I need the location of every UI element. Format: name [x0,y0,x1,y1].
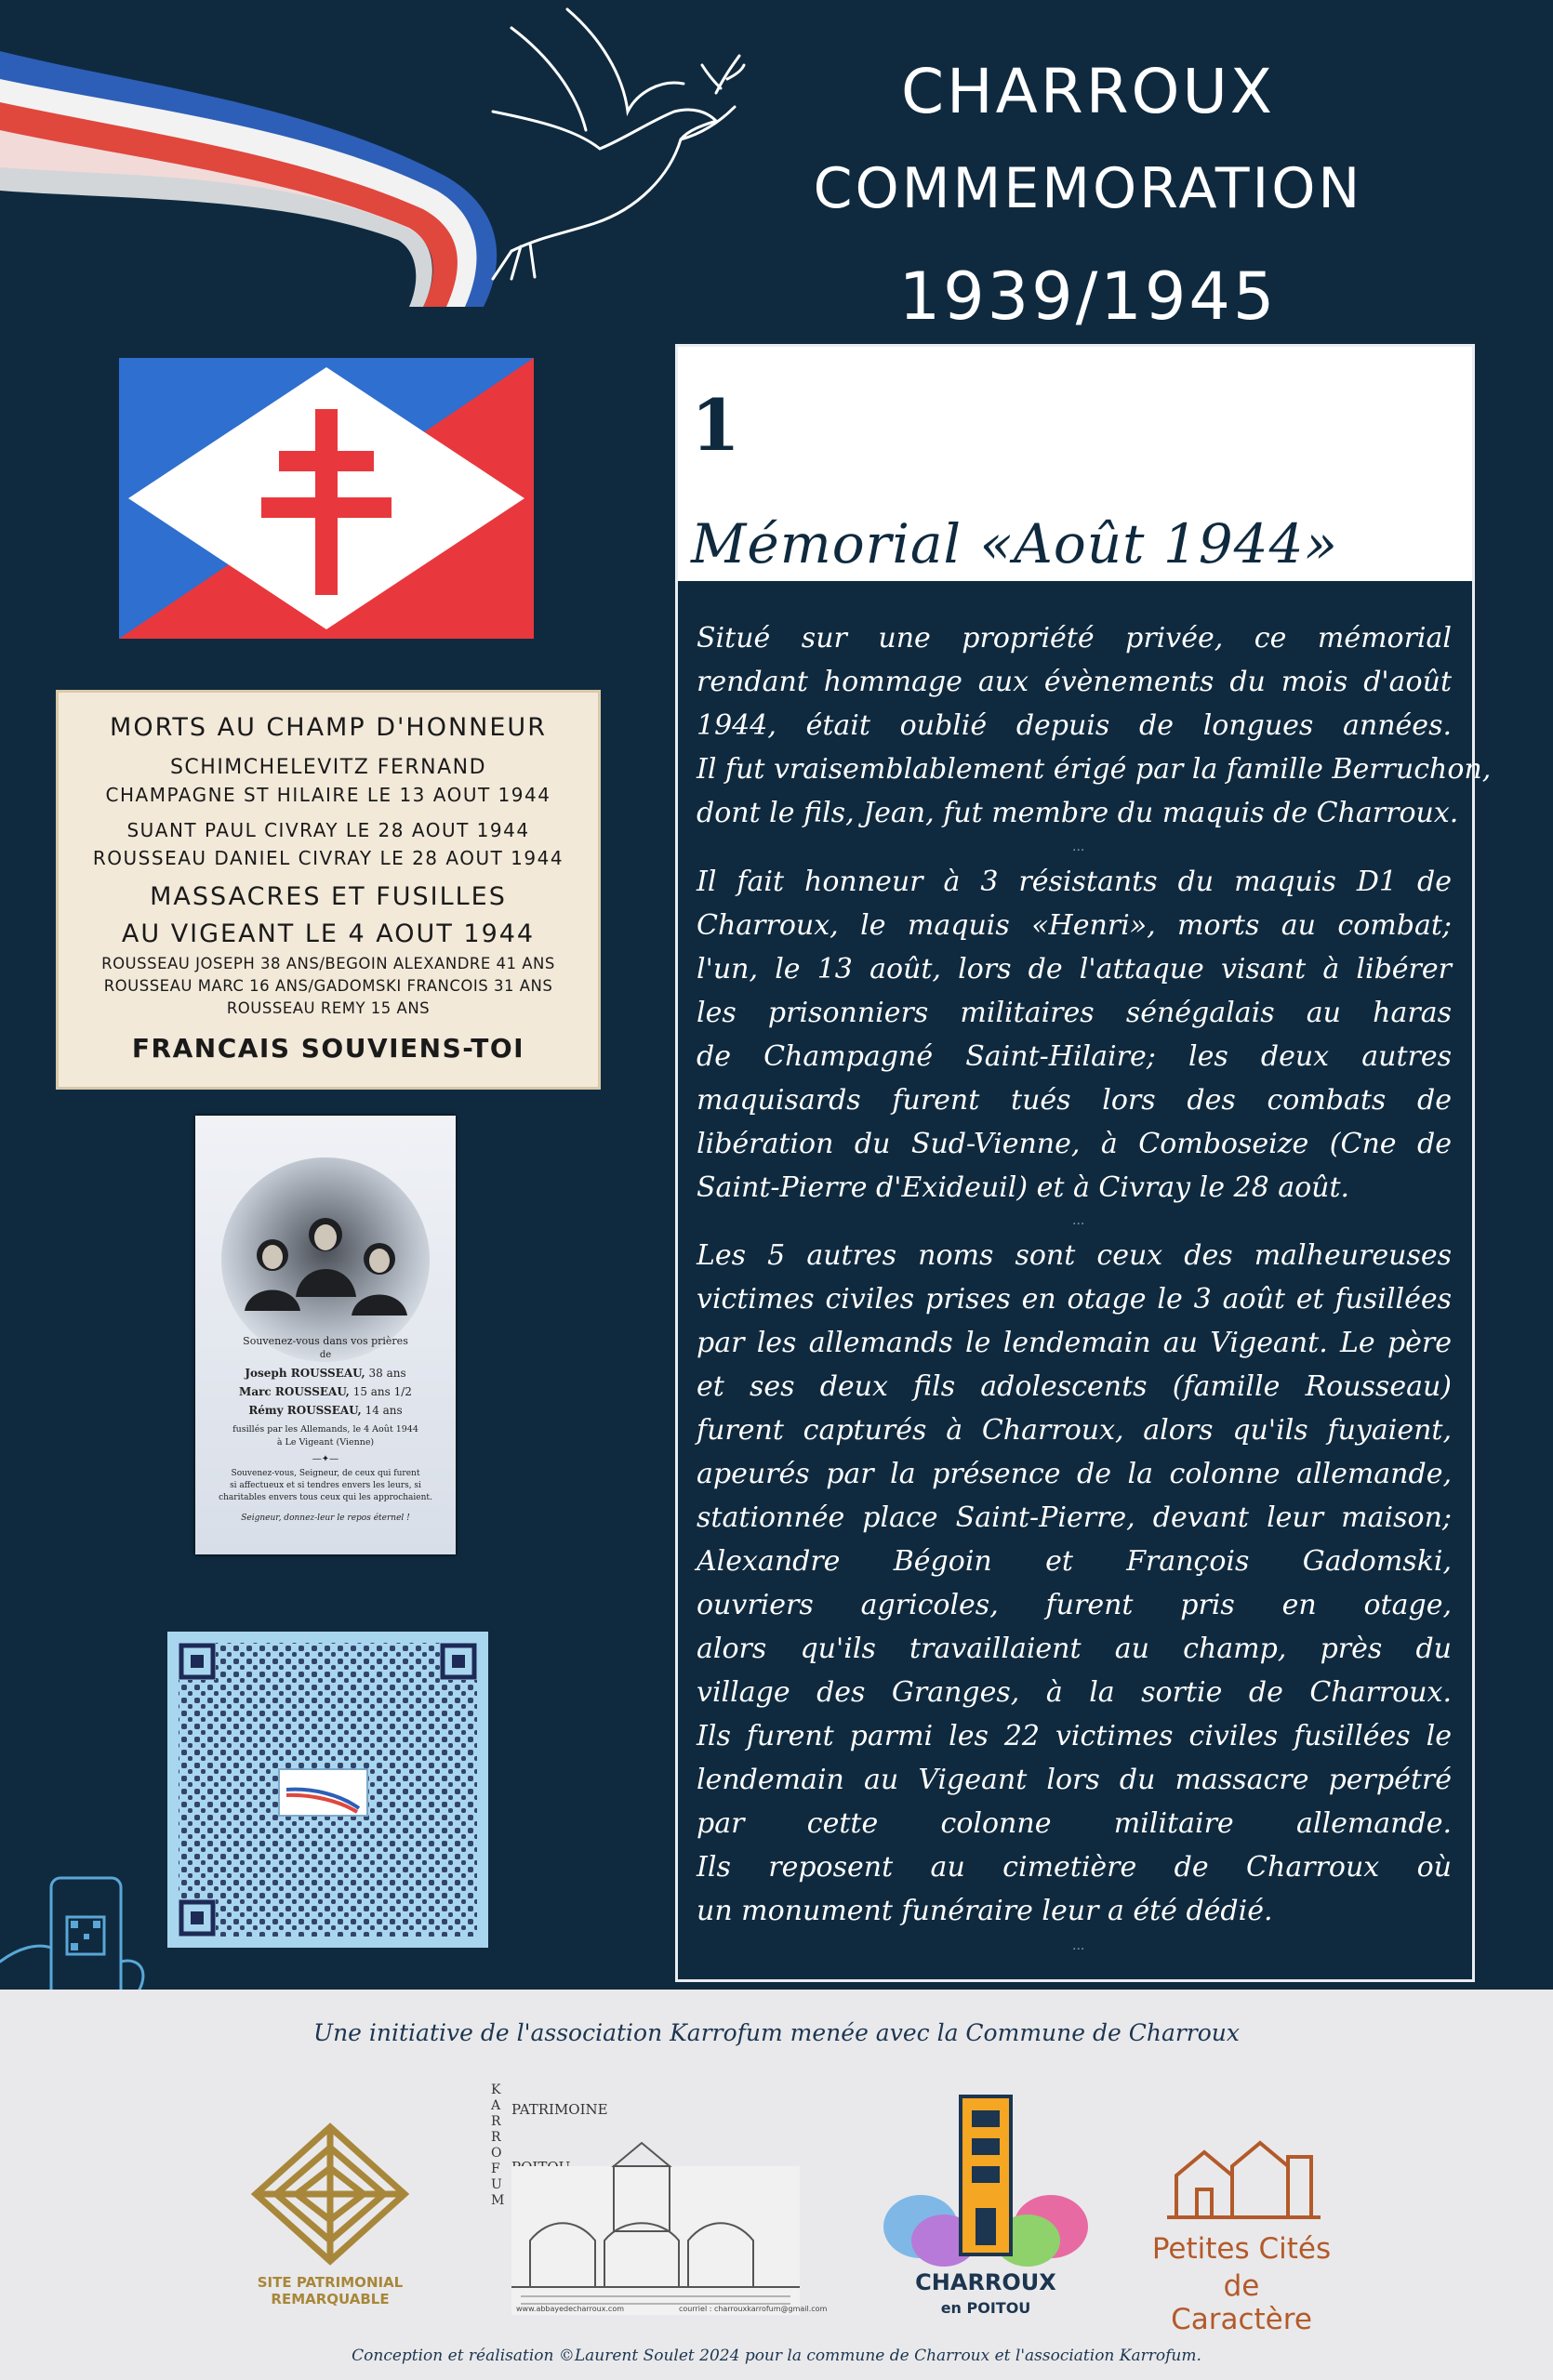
free-france-flag [119,358,534,639]
article-line: l'un, le 13 août, lors de l'attaque visant à libérer [697,953,1452,985]
tower-icon [879,2087,1093,2273]
plaque-heading-2b: AU VIGEANT LE 4 AOUT 1944 [121,919,536,948]
panel-number: 1 [691,384,740,467]
memorial-prayer-card [195,1116,456,1554]
abbey-engraving-icon [511,2138,828,2315]
article-line: Les 5 autres noms sont ceux des malheureuses [697,1239,1452,1272]
card-closing: Seigneur, donnez-leur le repos éternel ! [241,1514,410,1523]
card-name-1: Joseph ROUSSEAU, 38 ans [245,1367,406,1380]
article-line: rendant hommage aux évènements du mois d'août [697,666,1452,698]
card-prayer-3: charitables envers tous ceux qui les approchaient. [219,1493,432,1502]
plaque-line: ROUSSEAU MARC 16 ANS/GADOMSKI FRANCOIS 31 ANS [103,977,553,995]
article-line: alors qu'ils travaillaient au champ, près du [697,1633,1452,1665]
memorial-plaque [56,690,601,1090]
card-prayer-1: Souvenez-vous, Seigneur, de ceux qui furent [231,1469,420,1478]
logo-charroux-en-poitou: CHARROUX en POITOU [879,2087,1093,2329]
article-line: victimes civiles prises en otage le 3 août et fusillées [697,1283,1452,1316]
article-line: par les allemands le lendemain au Vigeant. Le père [697,1327,1452,1359]
svg-text:courriel : charrouxkarrofum@gm: courriel : charrouxkarrofum@gmail.com [679,2305,828,2313]
article-line: Il fut vraisemblablement érigé par la famille Berruchon, [697,753,1492,786]
article-line: Alexandre Bégoin et François Gadomski, [697,1545,1452,1578]
card-de: de [319,1350,332,1360]
card-shot-2: à Le Vigeant (Vienne) [276,1437,375,1448]
title-line-1: CHARROUX [900,56,1276,127]
article-paragraph-2 [697,860,1452,1210]
plaque-line: ROUSSEAU JOSEPH 38 ANS/BEGOIN ALEXANDRE 41 ANS [101,955,555,972]
article-paragraph-3 [697,1234,1452,1933]
houses-icon [1148,2124,1334,2227]
dove-icon [437,0,744,298]
article-line: de Champagné Saint-Hilaire; les deux autres [697,1040,1452,1073]
article-line: stationnée place Saint-Pierre, devant leur maison; [697,1501,1452,1534]
article-line: Il fait honneur à 3 résistants du maquis D1 de [697,866,1452,898]
article-line: apeurés par la présence de la colonne allemande, [697,1458,1452,1490]
card-divider-icon: —✦— [312,1454,339,1464]
article-line: dont le fils, Jean, fut membre du maquis de Charroux. [697,797,1459,829]
plaque-line: ROUSSEAU REMY 15 ANS [226,999,431,1017]
article-line: furent capturés à Charroux, alors qu'ils fuyaient, [697,1414,1452,1447]
panel-header [678,347,1472,581]
article-line: Saint-Pierre d'Exideuil) et à Civray le 28 août. [697,1171,1350,1204]
plaque-line: SCHIMCHELEVITZ FERNAND [169,756,487,779]
svg-text:www.abbayedecharroux.com: www.abbayedecharroux.com [516,2305,625,2313]
separator: ... [1072,1213,1085,1228]
article-line: Situé sur une propriété privée, ce mémorial [697,622,1452,654]
card-prayer-2: si affectueux et si tendres envers les leurs, si [230,1481,421,1490]
plaque-line: SUANT PAUL CIVRAY LE 28 AOUT 1944 [126,819,530,841]
article-line: par cette colonne militaire allemande. [697,1807,1452,1840]
article-line: les prisonniers militaires sénégalais au haras [697,997,1452,1029]
article-line: Charroux, le maquis «Henri», morts au combat; [697,909,1452,942]
article-line: village des Granges, à la sortie de Charroux. [697,1676,1452,1709]
article-line: un monument funéraire leur a été dédié. [697,1895,1273,1927]
logo-petites-cites: Petites Cités de Caractère [1148,2124,1334,2329]
separator: ... [1072,840,1085,854]
card-intro: Souvenez-vous dans vos prières [243,1335,408,1347]
footer [0,1990,1553,2380]
qr-code[interactable] [167,1632,488,1948]
article-panel [675,344,1492,1982]
article-line: Ils furent parmi les 22 victimes civiles fusillées le [697,1720,1452,1752]
article-line: maquisards furent tués lors des combats de [697,1084,1452,1117]
article-line: 1944, était oublié depuis de longues années. [697,709,1452,742]
separator: ... [1072,1938,1085,1953]
footer-credit: Conception et réalisation ©Laurent Soulet 2024 pour la commune de Charroux et l'association Karrofum. [352,2347,1201,2365]
plaque-motto: FRANCAIS SOUVIENS-TOI [131,1033,525,1064]
logo-site-patrimonial: SITE PATRIMONIAL REMARQUABLE [237,2120,423,2306]
article-line: et ses deux fils adolescents (famille Rousseau) [697,1370,1452,1403]
logo-karrofum: KARROFUM PATRIMOINE www.abbayedecharroux.com courriel : charrouxkarrofum@gmail.com [491,2082,828,2313]
article-line: ouvriers agricoles, furent pris en otage, [697,1589,1452,1621]
article-paragraph-1 [697,616,1492,835]
card-shot-1: fusillés par les Allemands, le 4 Août 1944 [232,1424,418,1435]
article-line: lendemain au Vigeant lors du massacre perpétré [697,1764,1452,1796]
plaque-line: ROUSSEAU DANIEL CIVRAY LE 28 AOUT 1944 [92,847,564,869]
panel-title: Mémorial «Août 1944» [691,512,1338,575]
knot-emblem-icon [237,2120,423,2268]
card-name-3: Rémy ROUSSEAU, 14 ans [248,1404,403,1417]
plaque-heading: MORTS AU CHAMP D'HONNEUR [110,713,547,742]
plaque-heading-2a: MASSACRES ET FUSILLES [150,882,507,911]
article-line: libération du Sud-Vienne, à Comboseize (Cne de [697,1128,1452,1160]
title-line-3: 1939/1945 [898,258,1278,335]
title-line-2: COMMEMORATION [813,156,1363,221]
article-line: Ils reposent au cimetière de Charroux où [697,1851,1452,1884]
footer-tagline: Une initiative de l'association Karrofum menée avec la Commune de Charroux [313,2019,1240,2046]
card-name-2: Marc ROUSSEAU, 15 ans 1/2 [239,1385,412,1398]
plaque-line: CHAMPAGNE ST HILAIRE LE 13 AOUT 1944 [105,784,551,806]
